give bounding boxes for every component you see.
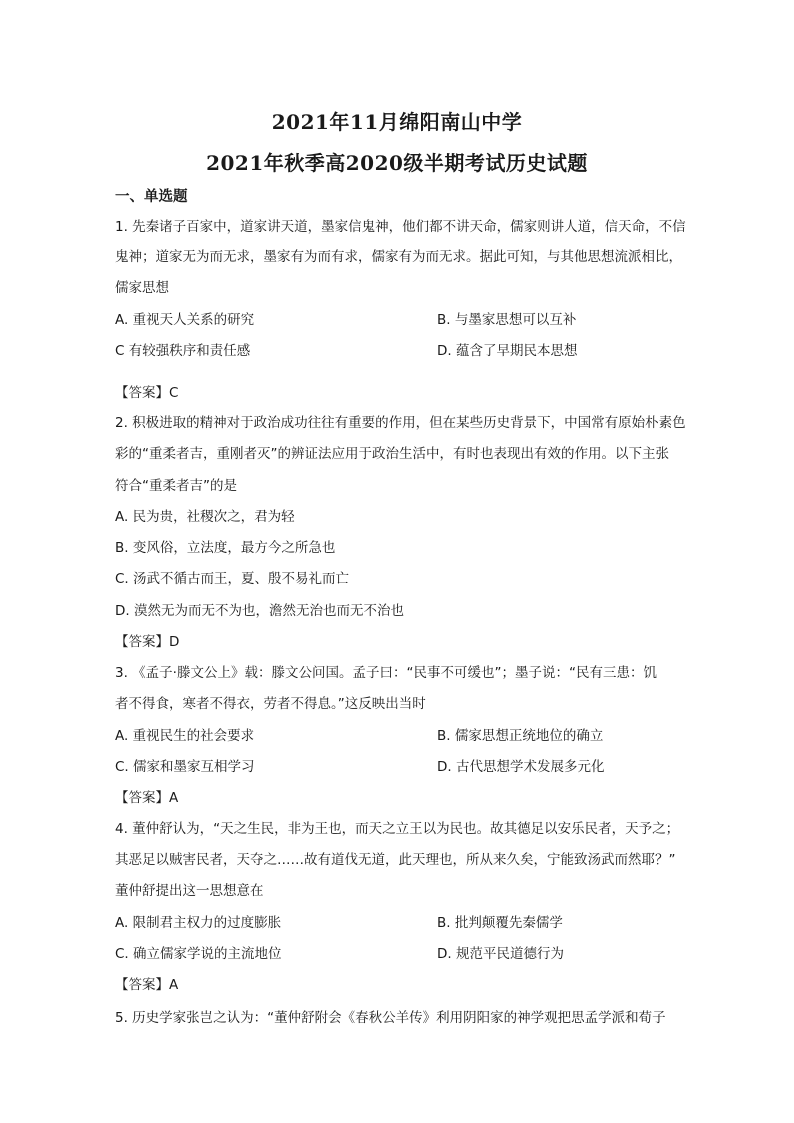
question-3-line-1: 3. 《孟子·滕文公上》载：滕文公问国。孟子曰：“民事不可缓也”；墨子说：“民有三患：饥 [115,665,657,681]
question-1-option-d: D. 蕴含了早期民本思想 [437,343,578,359]
question-2-option-a: A. 民为贵，社稷次之，君为轻 [115,509,295,525]
question-3-line-2: 者不得食，寒者不得衣，劳者不得息。”这反映出当时 [115,696,426,712]
question-2-option-c: C. 汤武不循古而王，夏、殷不易礼而亡 [115,571,350,587]
question-2-line-2: 彩的“重柔者吉，重刚者灭”的辨证法应用于政治生活中，有时也表现出有效的作用。以下主张 [115,446,669,462]
answer-label: 【答案】 [115,790,169,806]
question-3-option-d: D. 古代思想学术发展多元化 [437,759,605,775]
question-2-option-b: B. 变风俗，立法度，最方今之所急也 [115,540,336,556]
question-3-option-a: A. 重视民生的社会要求 [115,728,255,744]
question-4-line-1: 4. 董仲舒认为，“天之生民，非为王也，而天之立王以为民也。故其德足以安乐民者，天予之； [115,821,680,837]
question-3-option-c: C. 儒家和墨家互相学习 [115,759,255,775]
answer-label: 【答案】 [115,385,169,401]
question-1-line-1: 1. 先秦诸子百家中，道家讲天道，墨家信鬼神，他们都不讲天命，儒家则讲人道，信天命，不信 [115,219,686,235]
question-4-line-2: 其恶足以贼害民者，天夺之……故有道伐无道，此天理也，所从来久矣，宁能致汤武而然耶？” [115,852,676,868]
section-heading: 一、单选题 [115,189,188,205]
question-3-answer [115,788,178,808]
answer-value: A [169,790,179,806]
question-1-answer [115,383,178,403]
question-1-option-b: B. 与墨家思想可以互补 [437,312,577,328]
question-2-answer [115,632,179,652]
question-4-option-d: D. 规范平民道德行为 [437,946,564,962]
question-1-line-3: 儒家思想 [115,280,169,296]
exam-school-title: 2021年11月绵阳南山中学 [271,110,523,134]
answer-value: C [169,385,179,401]
question-2-option-d: D. 漠然无为而无不为也，澹然无治也而无不治也 [115,603,404,619]
question-3-option-b: B. 儒家思想正统地位的确立 [437,728,604,744]
question-4-line-3: 董仲舒提出这一思想意在 [115,883,264,899]
answer-value: A [169,977,179,993]
question-1-option-a: A. 重视天人关系的研究 [115,312,255,328]
question-5-line-1: 5. 历史学家张岂之认为：“董仲舒附会《春秋公羊传》利用阴阳家的神学观把思孟学派和荀子 [115,1010,666,1026]
answer-label: 【答案】 [115,977,169,993]
question-2-line-3: 符合“重柔者吉”的是 [115,478,237,494]
answer-value: D [169,634,180,650]
question-2-line-1: 2. 积极进取的精神对于政治成功往往有重要的作用，但在某些历史背景下，中国常有原始朴素色 [115,415,686,431]
question-4-option-a: A. 限制君主权力的过度膨胀 [115,915,282,931]
exam-subject-title: 2021年秋季高2020级半期考试历史试题 [206,151,588,175]
question-1-option-c: C 有较强秩序和责任感 [115,343,251,359]
question-1-line-2: 鬼神；道家无为而无求，墨家有为而有求，儒家有为而无求。据此可知，与其他思想流派相比， [115,249,682,265]
answer-label: 【答案】 [115,634,169,650]
question-4-option-b: B. 批判颠覆先秦儒学 [437,915,563,931]
question-4-option-c: C. 确立儒家学说的主流地位 [115,946,282,962]
question-4-answer [115,975,178,995]
